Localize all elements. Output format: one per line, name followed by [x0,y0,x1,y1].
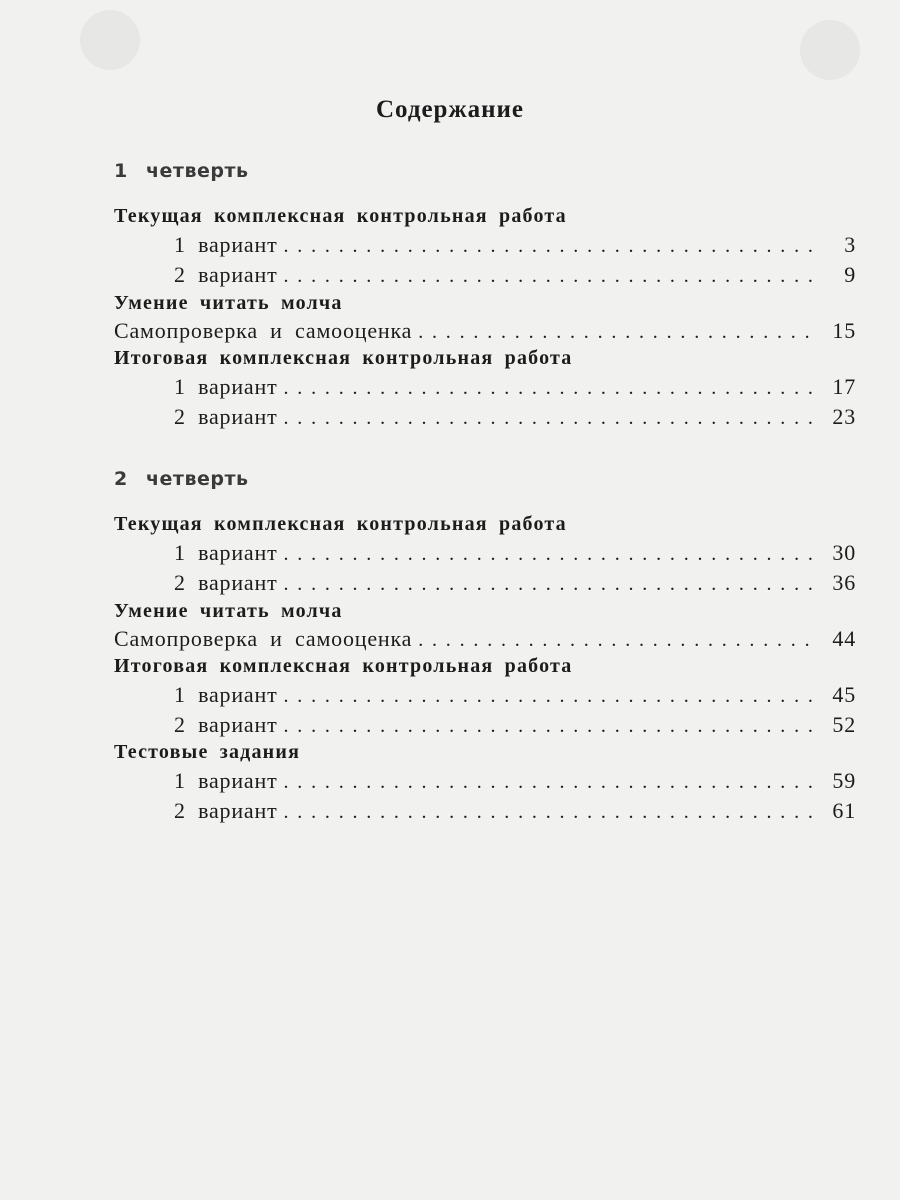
group-heading: Итоговая комплексная контрольная работа [114,347,573,369]
entry-page-number: 23 [832,404,856,429]
dot-leader [284,801,817,824]
entry-label: 1 вариант [174,374,278,399]
entry-page-number: 45 [832,682,856,707]
toc-entry[interactable] [174,232,856,262]
bleed-through-emblem [800,20,860,80]
toc-entry[interactable] [114,318,856,348]
entry-page-number: 3 [844,232,856,257]
entry-label: Самопроверка и самооценка [114,318,413,343]
entry-label: 1 вариант [174,682,278,707]
toc-entry[interactable] [174,540,856,570]
entry-page-number: 61 [832,798,856,823]
toc-entry[interactable] [174,768,856,798]
toc-entry[interactable] [174,798,856,828]
entry-label: 2 вариант [174,262,278,287]
group-heading: Текущая комплексная контрольная работа [114,205,567,227]
group-heading: Итоговая комплексная контрольная работа [114,655,573,677]
toc-entry[interactable] [174,374,856,404]
dot-leader [284,715,817,738]
entry-page-number: 15 [832,318,856,343]
entry-page-number: 44 [832,626,856,651]
entry-label: 1 вариант [174,540,278,565]
dot-leader [418,629,816,652]
section-label: четверть [146,160,249,182]
toc-entry[interactable] [174,262,856,292]
toc-entry[interactable] [174,712,856,742]
dot-leader [418,321,816,344]
toc-entry[interactable] [174,404,856,434]
toc-entry[interactable] [114,626,856,656]
entry-page-number: 36 [832,570,856,595]
section-heading [114,160,248,182]
section-number: 2 [114,468,128,490]
page-title: Содержание [375,96,524,123]
dot-leader [284,235,817,258]
section-label: четверть [146,468,249,490]
entry-label: Самопроверка и самооценка [114,626,413,651]
dot-leader [284,543,817,566]
entry-label: 2 вариант [174,712,278,737]
entry-page-number: 52 [832,712,856,737]
bleed-through-emblem [80,10,140,70]
toc-entry[interactable] [174,570,856,600]
group-heading: Умение читать молча [114,292,343,314]
group-heading: Текущая комплексная контрольная работа [114,513,567,535]
group-heading: Умение читать молча [114,600,343,622]
dot-leader [284,377,817,400]
dot-leader [284,265,817,288]
dot-leader [284,771,817,794]
section-heading [114,468,248,490]
dot-leader [284,685,817,708]
entry-label: 1 вариант [174,232,278,257]
entry-label: 2 вариант [174,798,278,823]
entry-page-number: 30 [832,540,856,565]
dot-leader [284,573,817,596]
entry-page-number: 9 [844,262,856,287]
entry-label: 1 вариант [174,768,278,793]
entry-label: 2 вариант [174,570,278,595]
entry-page-number: 17 [832,374,856,399]
entry-label: 2 вариант [174,404,278,429]
group-heading: Тестовые задания [114,741,301,763]
section-number: 1 [114,160,128,182]
entry-page-number: 59 [832,768,856,793]
dot-leader [284,407,817,430]
toc-entry[interactable] [174,682,856,712]
